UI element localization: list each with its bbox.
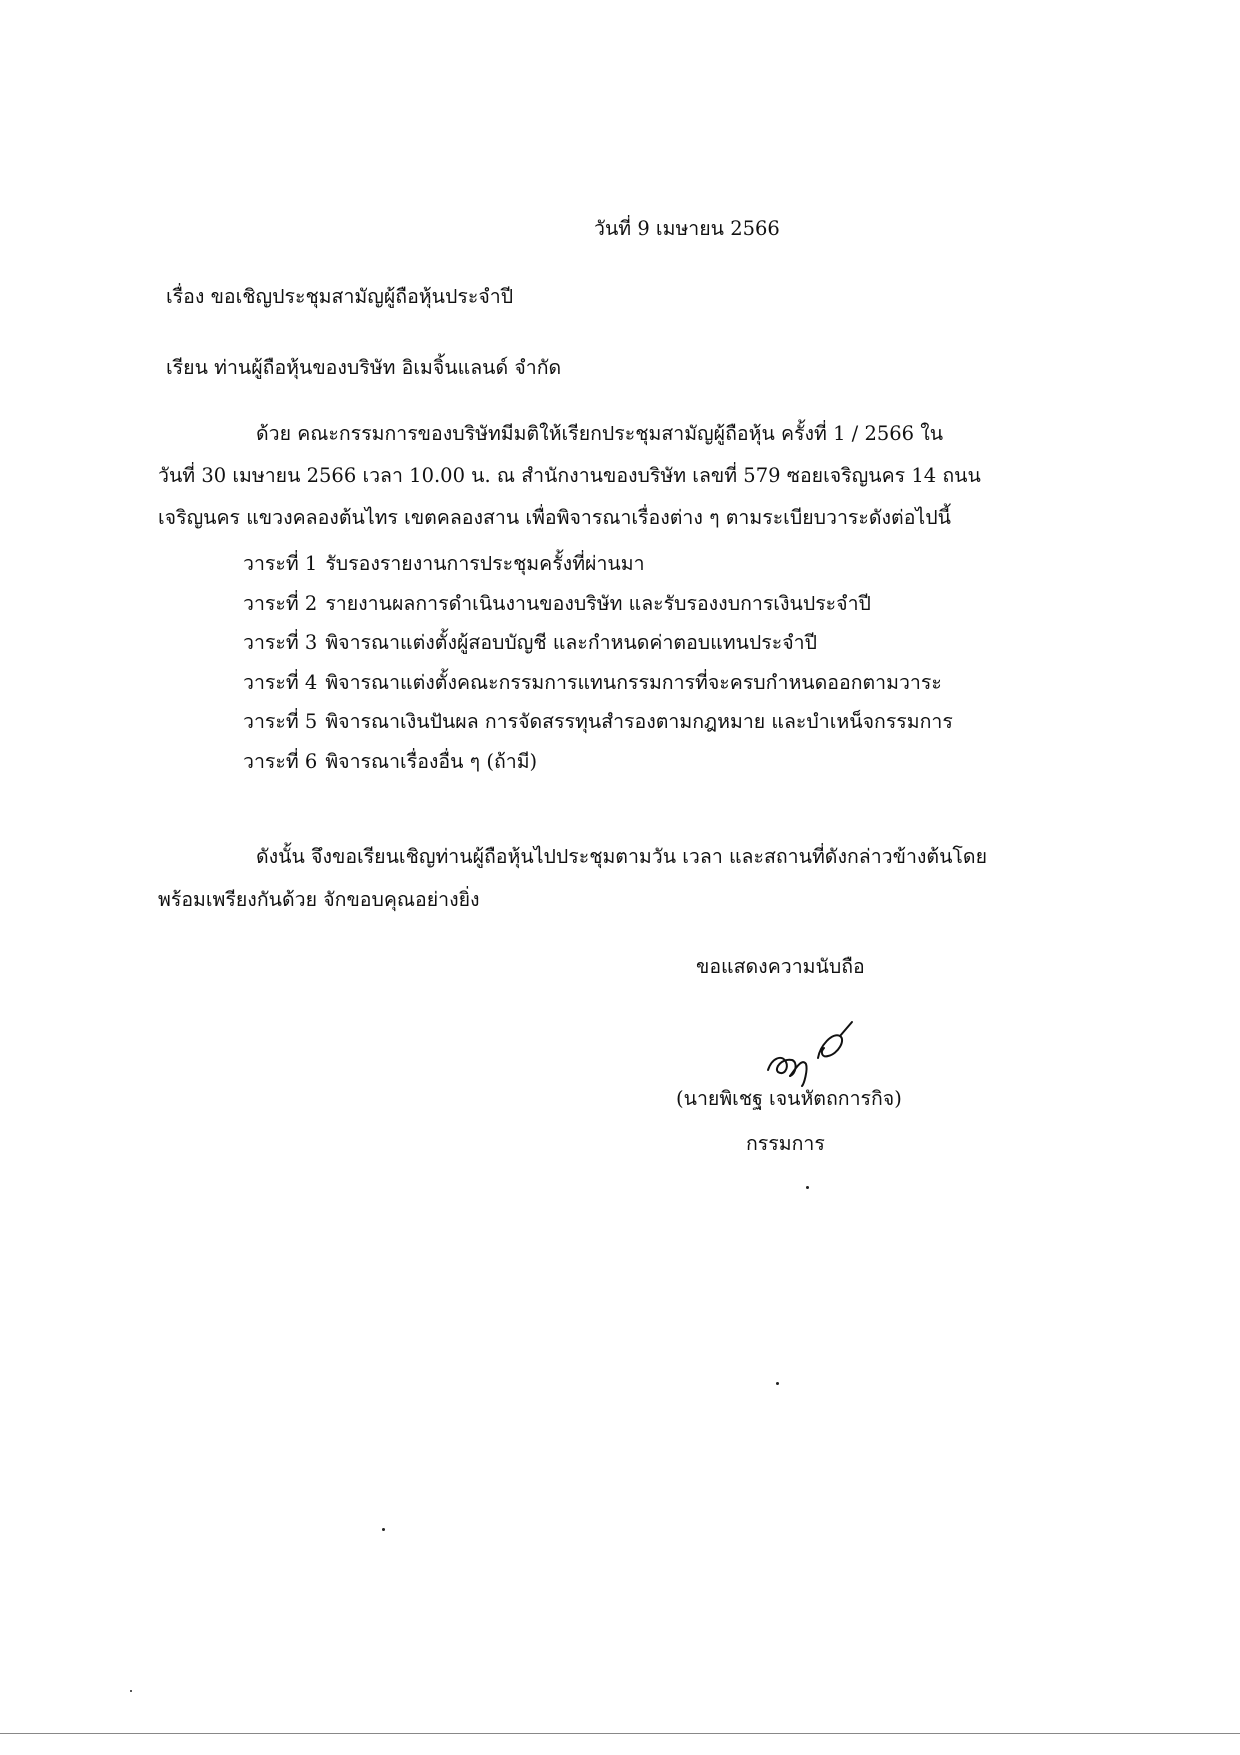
agenda-item-text: พิจารณาเงินปันผล การจัดสรรทุนสำรองตามกฎหมาย และบำเหน็จกรรมการ bbox=[325, 710, 953, 733]
scan-edge-line bbox=[0, 1733, 1240, 1734]
agenda-item-text: รับรองรายงานการประชุมครั้งที่ผ่านมา bbox=[325, 552, 645, 575]
agenda-item-label: วาระที่ 6 bbox=[243, 749, 318, 773]
agenda-item bbox=[243, 669, 953, 709]
scan-speck bbox=[130, 1690, 132, 1692]
letter-date: วันที่ 9 เมษายน 2566 bbox=[594, 217, 780, 240]
agenda-item-label: วาระที่ 1 bbox=[243, 552, 318, 575]
agenda-item bbox=[243, 708, 953, 748]
body-paragraph-line: วันที่ 30 เมษายน 2566 เวลา 10.00 น. ณ สำนักงานของบริษัท เลขที่ 579 ซอยเจริญนคร 14 ถนน bbox=[158, 464, 981, 487]
body-paragraph-line: เจริญนคร แขวงคลองต้นไทร เขตคลองสาน เพื่อพิจารณาเรื่องต่าง ๆ ตามระเบียบวาระดังต่อไปนี้ bbox=[158, 506, 951, 529]
letter-salutation: เรียน ท่านผู้ถือหุ้นของบริษัท อิเมจิ้นแลนด์ จำกัด bbox=[166, 356, 562, 379]
agenda-item-text: พิจารณาแต่งตั้งคณะกรรมการแทนกรรมการที่จะครบกำหนดออกตามวาระ bbox=[325, 670, 942, 694]
agenda-item bbox=[243, 629, 953, 669]
handwritten-signature bbox=[762, 1018, 872, 1088]
agenda-item-label: วาระที่ 4 bbox=[243, 670, 318, 694]
agenda-item bbox=[243, 748, 953, 788]
letter-signoff: ขอแสดงความนับถือ bbox=[696, 955, 865, 978]
letter-subject: เรื่อง ขอเชิญประชุมสามัญผู้ถือหุ้นประจำปี bbox=[166, 285, 514, 308]
signatory-name: (นายพิเชฐ เจนหัตถการกิจ) bbox=[676, 1087, 902, 1110]
scan-speck bbox=[382, 1528, 385, 1531]
body-paragraph-line: ด้วย คณะกรรมการของบริษัทมีมติให้เรียกประชุมสามัญผู้ถือหุ้น ครั้งที่ 1 / 2566 ใน bbox=[256, 422, 944, 445]
scan-speck bbox=[776, 1382, 779, 1385]
agenda-item-label: วาระที่ 5 bbox=[243, 710, 318, 733]
signatory-position: กรรมการ bbox=[746, 1132, 825, 1155]
agenda-item bbox=[243, 590, 953, 630]
agenda-item-label: วาระที่ 3 bbox=[243, 631, 318, 654]
closing-paragraph-line: ดังนั้น จึงขอเรียนเชิญท่านผู้ถือหุ้นไปประชุมตามวัน เวลา และสถานที่ดังกล่าวข้างต้นโดย bbox=[256, 845, 987, 868]
agenda-item bbox=[243, 550, 953, 590]
agenda-item-text: พิจารณาเรื่องอื่น ๆ (ถ้ามี) bbox=[325, 749, 538, 773]
agenda-item-label: วาระที่ 2 bbox=[243, 591, 318, 615]
agenda-list bbox=[243, 550, 953, 787]
closing-paragraph-line: พร้อมเพรียงกันด้วย จักขอบคุณอย่างยิ่ง bbox=[158, 888, 480, 911]
scan-speck bbox=[806, 1186, 809, 1189]
agenda-item-text: พิจารณาแต่งตั้งผู้สอบบัญชี และกำหนดค่าตอบแทนประจำปี bbox=[325, 631, 818, 654]
agenda-item-text: รายงานผลการดำเนินงานของบริษัท และรับรองงบการเงินประจำปี bbox=[325, 591, 871, 615]
